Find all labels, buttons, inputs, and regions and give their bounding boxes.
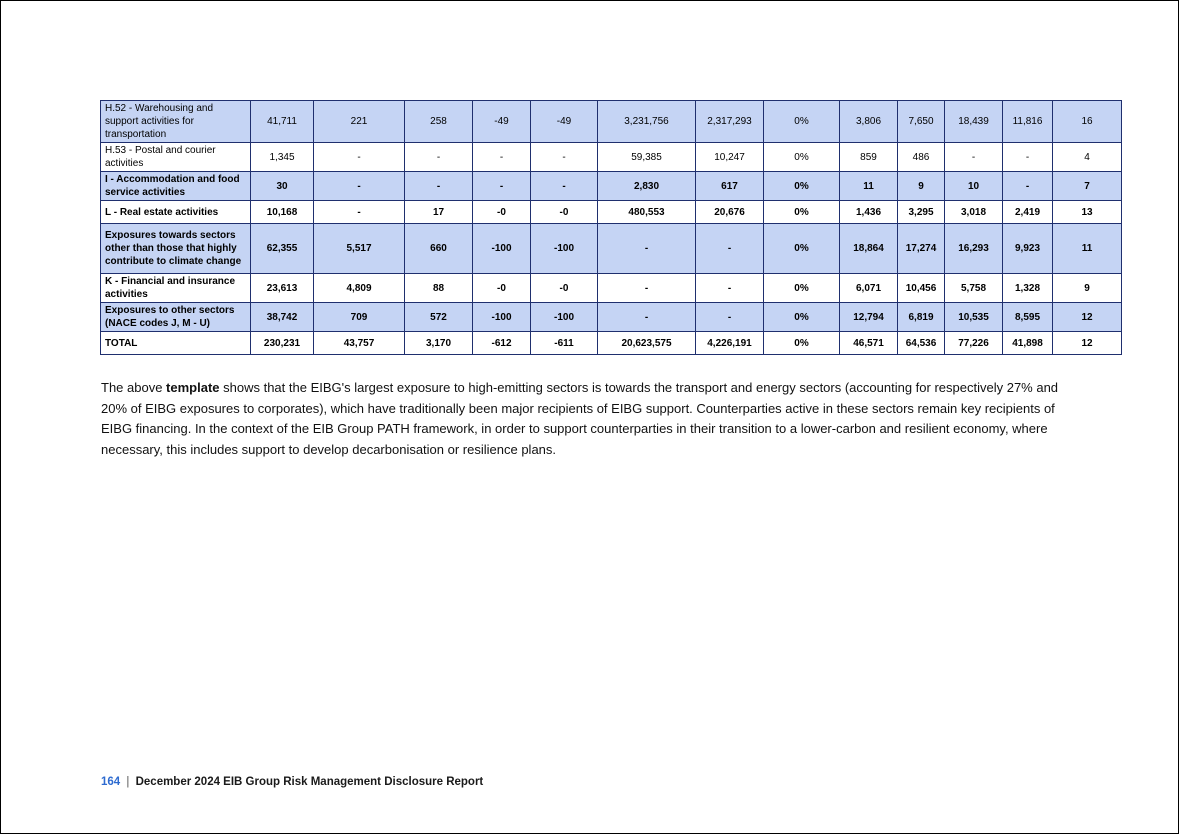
table-cell: 5,758 [945, 274, 1003, 303]
table-cell: 486 [898, 143, 945, 172]
table-cell: 7 [1053, 172, 1122, 201]
table-cell: 859 [840, 143, 898, 172]
table-cell: 64,536 [898, 332, 945, 355]
table-cell: 3,170 [405, 332, 473, 355]
page-footer [101, 776, 483, 788]
table-cell: 11 [840, 172, 898, 201]
table-cell: 572 [405, 303, 473, 332]
table-cell: 0% [764, 274, 840, 303]
table-cell: 13 [1053, 201, 1122, 224]
table-cell: 30 [251, 172, 314, 201]
table-row [101, 101, 1122, 143]
table-cell: 2,419 [1003, 201, 1053, 224]
table-cell: - [531, 143, 598, 172]
table-cell: - [314, 201, 405, 224]
body-paragraph [101, 378, 1086, 460]
table-cell: 3,806 [840, 101, 898, 143]
table-cell: 1,345 [251, 143, 314, 172]
table-cell: 9,923 [1003, 224, 1053, 274]
paragraph-bold-word: template [166, 380, 220, 395]
table-cell: 0% [764, 332, 840, 355]
table-cell: - [598, 274, 696, 303]
table-body [101, 101, 1122, 355]
table-cell: 2,317,293 [696, 101, 764, 143]
table-cell: - [314, 172, 405, 201]
page-number: 164 [101, 776, 121, 788]
table-cell: 230,231 [251, 332, 314, 355]
table-cell: -611 [531, 332, 598, 355]
report-title: December 2024 EIB Group Risk Management Disclosure Report [135, 776, 484, 788]
table-cell: 0% [764, 303, 840, 332]
table-cell: - [598, 224, 696, 274]
table-cell: 4,226,191 [696, 332, 764, 355]
table-cell: 480,553 [598, 201, 696, 224]
table-cell: 0% [764, 143, 840, 172]
table-cell: 3,018 [945, 201, 1003, 224]
table-row [101, 274, 1122, 303]
table-cell: 12,794 [840, 303, 898, 332]
table-cell: -0 [531, 201, 598, 224]
table-cell: 709 [314, 303, 405, 332]
table-row [101, 303, 1122, 332]
table-cell: 88 [405, 274, 473, 303]
table-cell: 77,226 [945, 332, 1003, 355]
table-row [101, 172, 1122, 201]
footer-separator: | [126, 776, 130, 788]
table-cell: 221 [314, 101, 405, 143]
table-cell: 4,809 [314, 274, 405, 303]
table-cell: 43,757 [314, 332, 405, 355]
table-cell: 62,355 [251, 224, 314, 274]
table-cell: 23,613 [251, 274, 314, 303]
table-cell: 1,436 [840, 201, 898, 224]
table-cell: 16,293 [945, 224, 1003, 274]
row-label: H.53 - Postal and courier activities [101, 143, 251, 172]
table-cell: 17 [405, 201, 473, 224]
table-cell: 3,295 [898, 201, 945, 224]
table-cell: - [405, 143, 473, 172]
table-cell: -100 [531, 303, 598, 332]
table-cell: 6,071 [840, 274, 898, 303]
table-cell: 8,595 [1003, 303, 1053, 332]
table-cell: 46,571 [840, 332, 898, 355]
table-cell: - [696, 224, 764, 274]
table-cell: 7,650 [898, 101, 945, 143]
table-cell: - [531, 172, 598, 201]
table-cell: -0 [473, 201, 531, 224]
paragraph-text-rest: shows that the EIBG's largest exposure to high-emitting sectors is towards the transport and energy sectors (accounting for respectively 27% and 20% of EIBG exposures to corporates), which have traditionally been major recipients of EIBG support. Counterparties active in these sectors remain key recipients of EIBG financing. In the context of the EIB Group PATH framework, in order to support counterparties in their transition to a lower-carbon and resilient economy, where necessary, this includes support to develop decarbonisation or resilience plans. [101, 380, 1059, 457]
table-cell: -49 [531, 101, 598, 143]
table-cell: -100 [531, 224, 598, 274]
row-label: Exposures towards sectors other than those that highly contribute to climate change [101, 224, 251, 274]
table-row [101, 224, 1122, 274]
table-cell: 20,623,575 [598, 332, 696, 355]
table-cell: 9 [1053, 274, 1122, 303]
table-cell: -612 [473, 332, 531, 355]
table-cell: - [314, 143, 405, 172]
table-row [101, 201, 1122, 224]
table-cell: 12 [1053, 303, 1122, 332]
table-row [101, 143, 1122, 172]
paragraph-text-start: The above [101, 380, 167, 395]
table-cell: - [473, 143, 531, 172]
table-cell: 1,328 [1003, 274, 1053, 303]
table-cell: -0 [473, 274, 531, 303]
table-cell: 258 [405, 101, 473, 143]
table-cell: 10 [945, 172, 1003, 201]
table-cell: 16 [1053, 101, 1122, 143]
table-row [101, 332, 1122, 355]
table-cell: - [696, 274, 764, 303]
table-cell: - [696, 303, 764, 332]
table-cell: 5,517 [314, 224, 405, 274]
table-cell: 2,830 [598, 172, 696, 201]
table-cell: 6,819 [898, 303, 945, 332]
table-cell: 41,898 [1003, 332, 1053, 355]
table-cell: 9 [898, 172, 945, 201]
table-cell: - [1003, 172, 1053, 201]
table-cell: - [405, 172, 473, 201]
exposure-table [100, 100, 1122, 355]
table-cell: 59,385 [598, 143, 696, 172]
table-cell: 11 [1053, 224, 1122, 274]
row-label: K - Financial and insurance activities [101, 274, 251, 303]
table-cell: - [1003, 143, 1053, 172]
table-cell: 20,676 [696, 201, 764, 224]
row-label: Exposures to other sectors (NACE codes J, M - U) [101, 303, 251, 332]
table-cell: 10,247 [696, 143, 764, 172]
table-cell: 38,742 [251, 303, 314, 332]
row-label: H.52 - Warehousing and support activities for transportation [101, 101, 251, 143]
table-cell: -100 [473, 303, 531, 332]
table-cell: -0 [531, 274, 598, 303]
table-cell: 0% [764, 224, 840, 274]
row-label: L - Real estate activities [101, 201, 251, 224]
table-cell: 0% [764, 172, 840, 201]
table-cell: -49 [473, 101, 531, 143]
table-cell: 3,231,756 [598, 101, 696, 143]
table-cell: 11,816 [1003, 101, 1053, 143]
table-cell: 10,456 [898, 274, 945, 303]
table-cell: - [945, 143, 1003, 172]
table-cell: 41,711 [251, 101, 314, 143]
table-cell: 0% [764, 201, 840, 224]
table-cell: - [598, 303, 696, 332]
table-cell: 12 [1053, 332, 1122, 355]
table-cell: -100 [473, 224, 531, 274]
table-cell: - [473, 172, 531, 201]
table-cell: 0% [764, 101, 840, 143]
table-cell: 18,864 [840, 224, 898, 274]
table-cell: 617 [696, 172, 764, 201]
table-cell: 10,168 [251, 201, 314, 224]
table-cell: 18,439 [945, 101, 1003, 143]
row-label: TOTAL [101, 332, 251, 355]
table-cell: 17,274 [898, 224, 945, 274]
table-cell: 10,535 [945, 303, 1003, 332]
table-cell: 660 [405, 224, 473, 274]
row-label: I - Accommodation and food service activities [101, 172, 251, 201]
table-cell: 4 [1053, 143, 1122, 172]
